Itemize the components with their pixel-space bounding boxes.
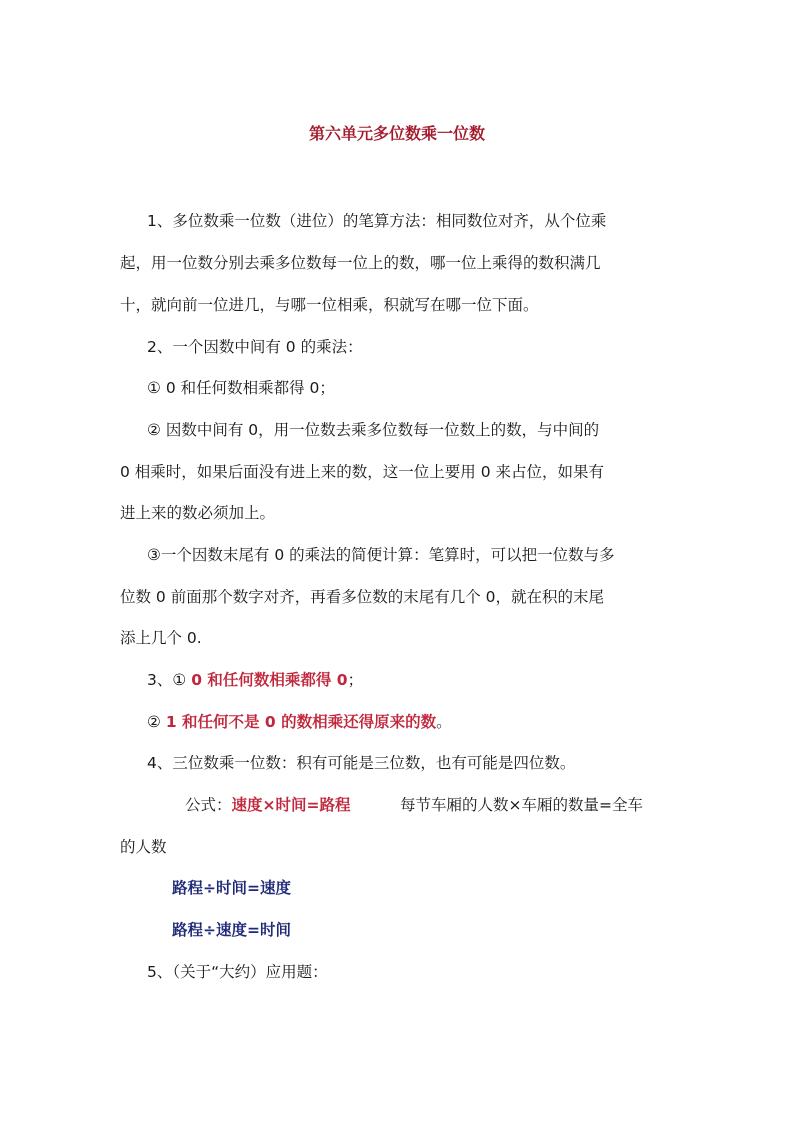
formula-line [185,794,351,816]
paragraph-line: 添上几个 0. [120,629,202,647]
item-3-rule-zero: 0 和任何数相乘都得 0 [191,671,348,689]
item-3-suffix: 。 [436,713,452,731]
paragraph-line: ② 因数中间有 0，用一位数去乘多位数每一位数上的数，与中间的 [147,421,600,439]
paragraph-line: ③一个因数末尾有 0 的乘法的简便计算：笔算时，可以把一位数与多 [147,546,615,564]
paragraph-line: 进上来的数必须加上。 [120,504,276,522]
paragraph-line: 位数 0 前面那个数字对齐，再看多位数的末尾有几个 0，就在积的末尾 [120,588,605,606]
formula-time: 路程÷速度=时间 [172,921,291,939]
item-3-circle-2: ② [147,713,161,731]
paragraph-line: 4、三位数乘一位数：积有可能是三位数，也有可能是四位数。 [147,754,576,772]
formula-passengers: 每节车厢的人数×车厢的数量=全车 [400,796,643,814]
item-3-line-2 [147,711,452,733]
formula-passengers-cont: 的人数 [120,838,167,856]
paragraph-line: 2、一个因数中间有 0 的乘法： [147,338,363,356]
item-3-prefix: 3、① [147,671,187,689]
formula-speed-time: 速度×时间=路程 [231,796,351,814]
page-title: 第六单元多位数乘一位数 [308,124,485,143]
paragraph-line: 5、（关于“大约）应用题： [147,963,328,981]
paragraph-line: 0 相乘时，如果后面没有进上来的数，这一位上要用 0 来占位，如果有 [120,463,605,481]
paragraph-line: 十，就向前一位进几，与哪一位相乘，积就写在哪一位下面。 [120,296,539,314]
formula-speed: 路程÷时间=速度 [172,879,291,897]
paragraph-line: ① 0 和任何数相乘都得 0； [147,379,335,397]
item-3-line-1 [147,669,363,691]
paragraph-line: 起，用一位数分别去乘多位数每一位上的数，哪一位上乘得的数积满几 [120,254,601,272]
item-3-rule-one: 1 和任何不是 0 的数相乘还得原来的数 [165,713,437,731]
formula-label: 公式： [185,796,232,814]
item-3-suffix: ； [347,671,364,689]
paragraph-line: 1、多位数乘一位数（进位）的笔算方法：相同数位对齐，从个位乘 [147,212,607,230]
